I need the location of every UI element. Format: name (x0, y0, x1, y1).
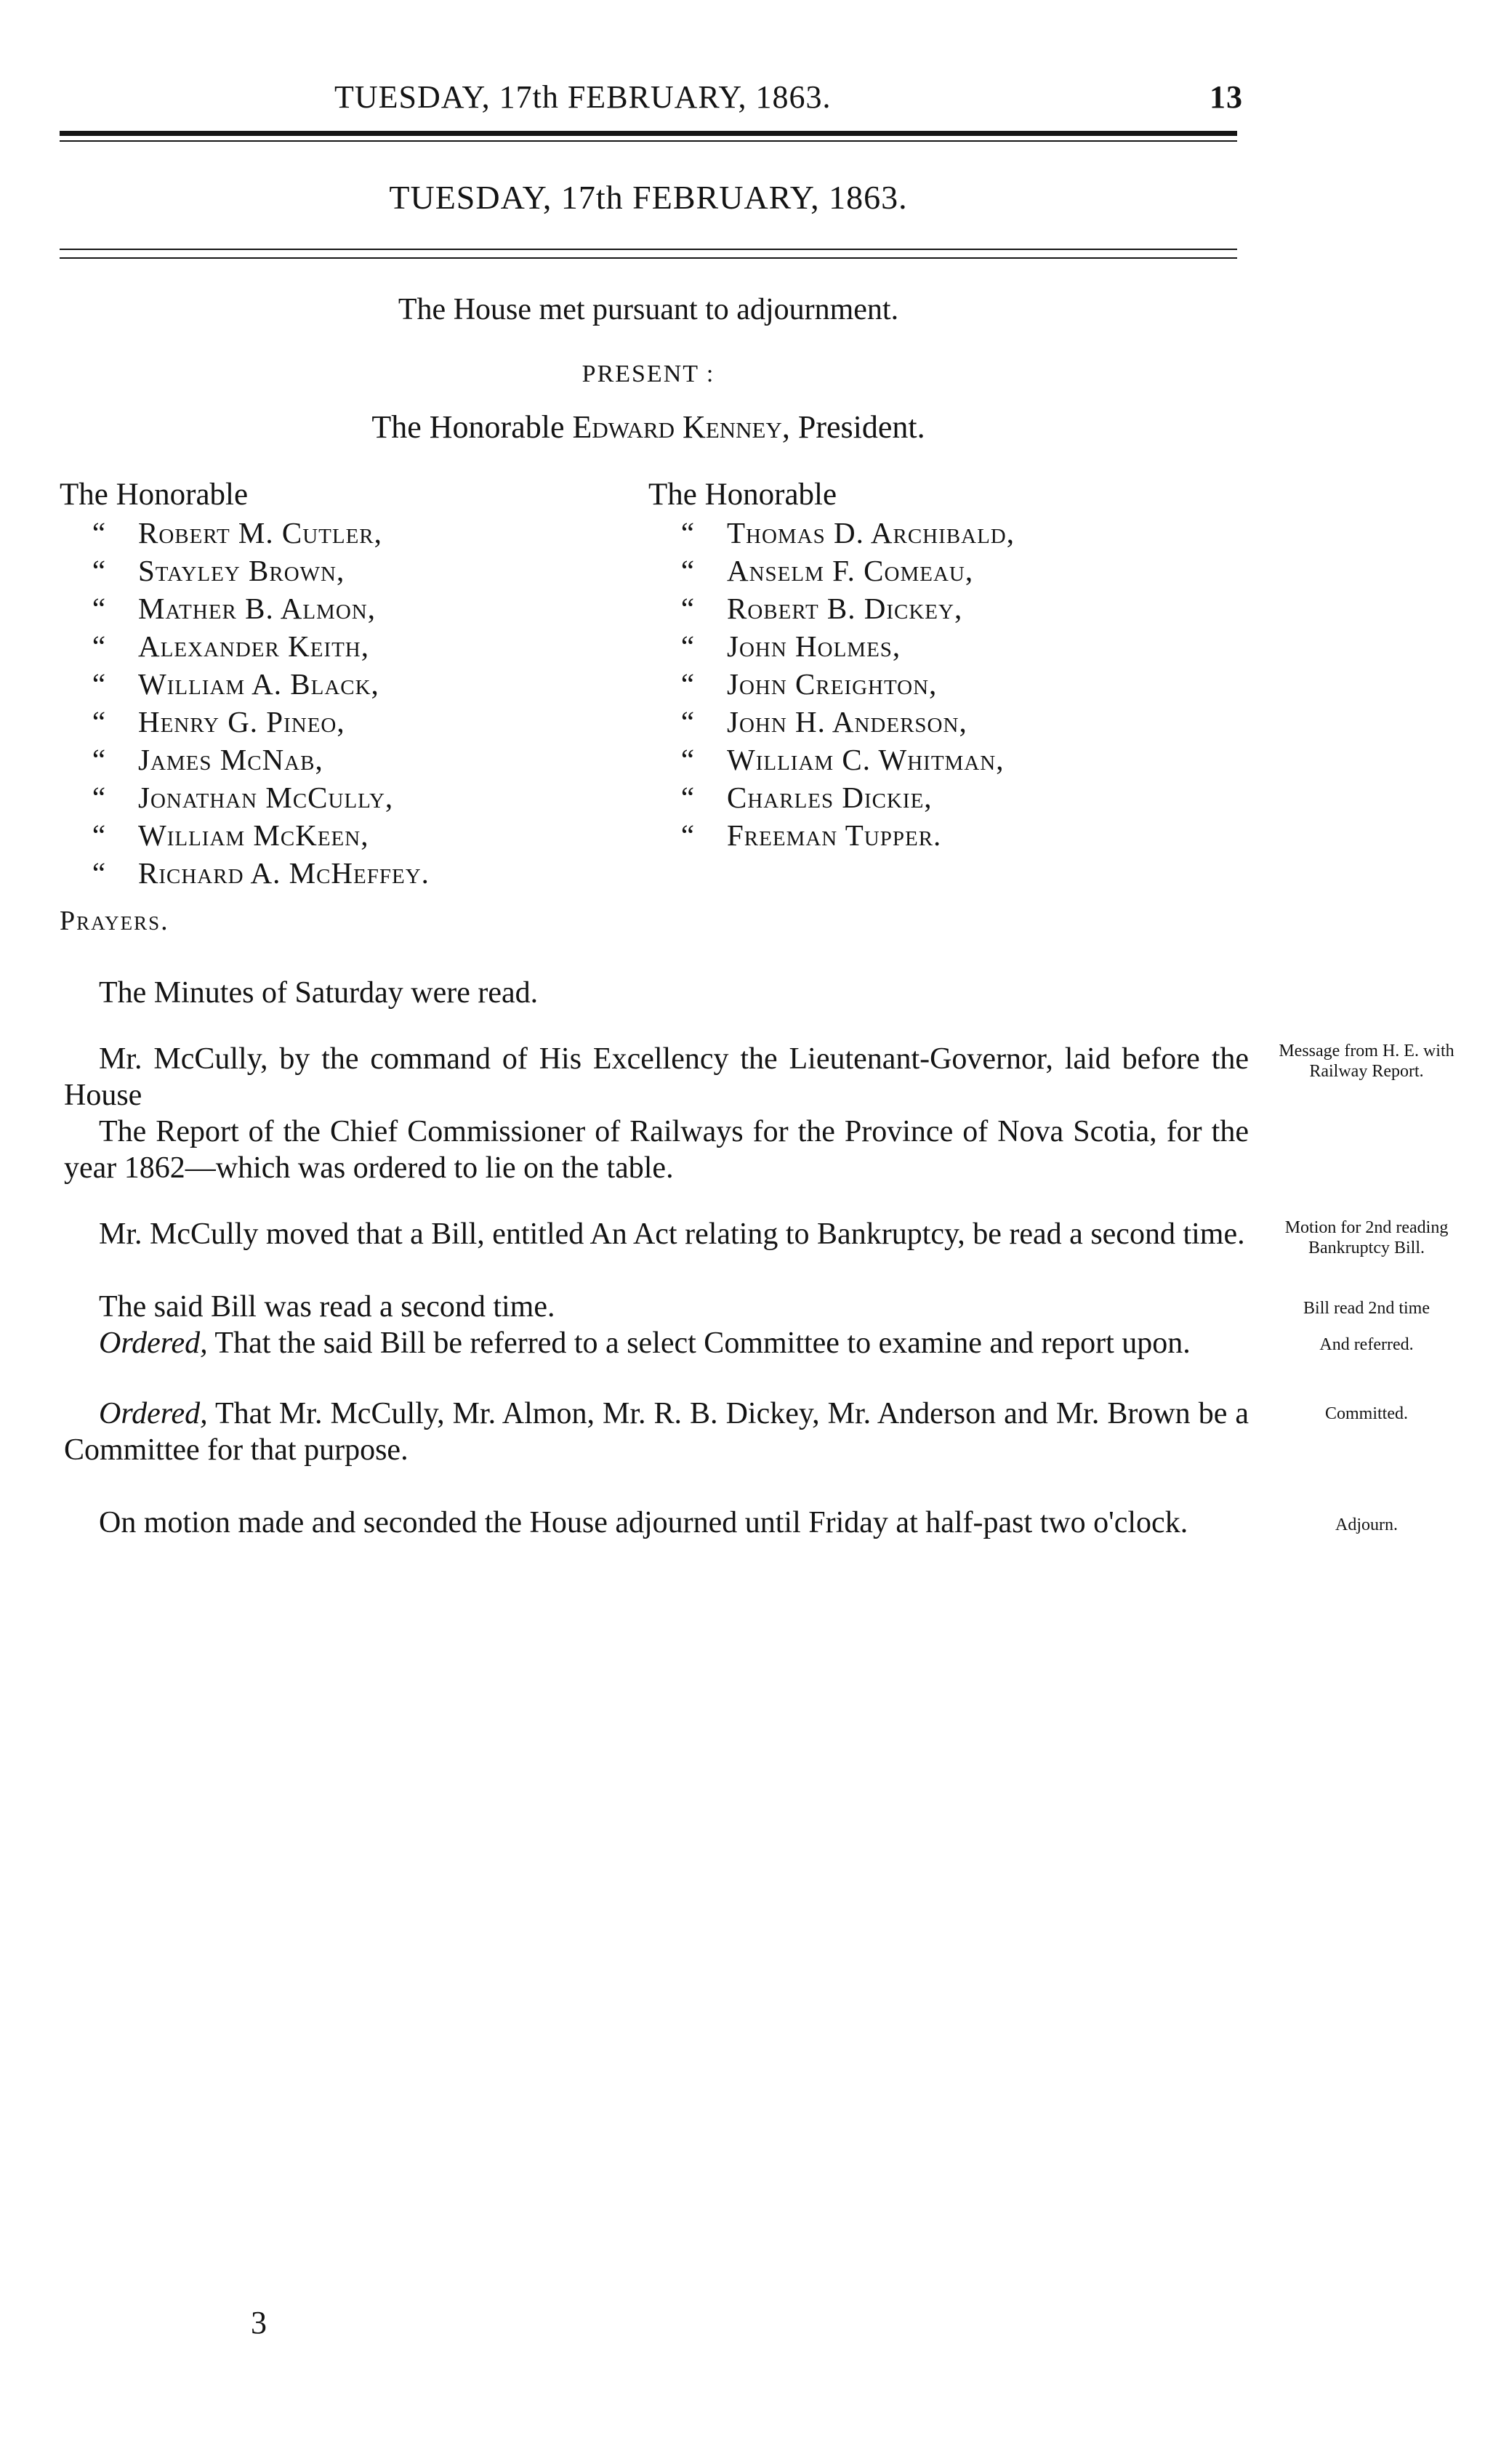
ditto-mark: “ (680, 592, 695, 625)
margin-note-read: Bill read 2nd time (1303, 1299, 1430, 1318)
ditto-mark: “ (92, 629, 106, 663)
ditto-mark: “ (680, 818, 695, 852)
message-text: Mr. McCully, by the command of His Excellency the Lieutenant-Governor, laid before the House (64, 1042, 1249, 1112)
member-name: Thomas D. Archibald, (727, 516, 1015, 549)
ordered-word: Ordered, (99, 1326, 208, 1360)
date-rule-lower (60, 257, 1237, 259)
ditto-mark: “ (680, 667, 695, 701)
minutes-text: The Minutes of Saturday were read. (99, 976, 539, 1010)
ditto-mark: “ (680, 554, 695, 587)
second-reading-text: The said Bill was read a second time. (99, 1290, 555, 1324)
member-name: Stayley Brown, (138, 554, 345, 587)
ordered-word: Ordered, (99, 1397, 208, 1430)
ditto-mark: “ (680, 781, 695, 814)
ditto-mark: “ (680, 705, 695, 738)
member-name: Charles Dickie, (727, 781, 933, 814)
ditto-mark: “ (92, 667, 106, 701)
running-title: TUESDAY, 17th FEBRUARY, 1863. (334, 79, 832, 115)
member-row (648, 627, 1015, 665)
present-label: PRESENT : (581, 361, 715, 387)
member-row (60, 665, 430, 703)
members-right-column (648, 476, 1015, 854)
member-name: John Holmes, (727, 629, 901, 663)
member-row (60, 778, 430, 816)
margin-note-message: Message from H. E. with Railway Report. (1279, 1042, 1454, 1081)
report-paragraph (64, 1114, 1249, 1186)
member-name: William A. Black, (138, 667, 379, 701)
member-row (60, 741, 430, 778)
member-name: Jonathan McCully, (138, 781, 394, 814)
signature-mark: 3 (251, 2305, 267, 2340)
member-row (60, 854, 430, 892)
member-row (60, 552, 430, 589)
margin-note-adjourn: Adjourn. (1335, 1515, 1398, 1534)
motion-text: Mr. McCully moved that a Bill, entitled An Act relating to Bankruptcy, be read a second time. (99, 1217, 1245, 1251)
member-name: Alexander Keith, (138, 629, 370, 663)
header-rule-thick (60, 131, 1237, 136)
date-rule-upper (60, 249, 1237, 250)
members-left-column (60, 476, 430, 892)
members-right-heading: The Honorable (648, 478, 837, 512)
house-met-line: The House met pursuant to adjournment. (398, 293, 899, 326)
margin-note-referred: And referred. (1319, 1335, 1414, 1354)
ditto-mark: “ (680, 629, 695, 663)
member-name: John H. Anderson, (727, 705, 967, 738)
member-name: Richard A. McHeffey. (138, 856, 430, 890)
page-number: 13 (1210, 79, 1243, 115)
member-row (60, 589, 430, 627)
ordered-committee-text: That Mr. McCully, Mr. Almon, Mr. R. B. Dickey, Mr. Anderson and Mr. Brown be a Committee for that purpose. (64, 1397, 1249, 1467)
president-name: Edward Kenney (572, 409, 782, 445)
second-reading-paragraph (64, 1289, 1249, 1325)
member-name: Robert M. Cutler, (138, 516, 382, 549)
member-name: William C. Whitman, (727, 743, 1005, 776)
member-row (60, 703, 430, 741)
margin-note-motion: Motion for 2nd reading Bankruptcy Bill. (1284, 1218, 1449, 1257)
member-name: John Creighton, (727, 667, 938, 701)
motion-paragraph (64, 1216, 1249, 1252)
member-name: Freeman Tupper. (727, 818, 942, 852)
adjourn-text: On motion made and seconded the House adjourned until Friday at half-past two o'clock. (99, 1506, 1188, 1539)
ditto-mark: “ (92, 818, 106, 852)
member-name: Henry G. Pineo, (138, 705, 345, 738)
member-row (648, 816, 1015, 854)
ditto-mark: “ (92, 592, 106, 625)
ditto-mark: “ (680, 743, 695, 776)
ditto-mark: “ (92, 743, 106, 776)
member-row (60, 627, 430, 665)
president-prefix: The Honorable (371, 409, 565, 445)
ordered-refer-paragraph (64, 1325, 1249, 1361)
ditto-mark: “ (92, 781, 106, 814)
member-row (648, 703, 1015, 741)
member-row (648, 665, 1015, 703)
ditto-mark: “ (92, 554, 106, 587)
member-row (648, 741, 1015, 778)
president-suffix: , President. (781, 409, 925, 445)
member-row (648, 589, 1015, 627)
member-row (60, 816, 430, 854)
member-name: Robert B. Dickey, (727, 592, 963, 625)
margin-note-committed: Committed. (1325, 1404, 1408, 1423)
member-row (648, 552, 1015, 589)
member-row (648, 514, 1015, 552)
members-left-heading: The Honorable (60, 478, 249, 512)
member-name: William McKeen, (138, 818, 369, 852)
sitting-date: TUESDAY, 17th FEBRUARY, 1863. (389, 179, 908, 216)
president-line (60, 408, 1237, 446)
message-paragraph (64, 1041, 1249, 1114)
ordered-committee-paragraph (64, 1396, 1249, 1468)
member-row (60, 514, 430, 552)
report-text: The Report of the Chief Commissioner of Railways for the Province of Nova Scotia, for the year 1862—which was ordered to lie on the table. (64, 1115, 1249, 1185)
ditto-mark: “ (92, 705, 106, 738)
prayers-heading: Prayers. (60, 906, 169, 936)
ditto-mark: “ (92, 856, 106, 890)
adjourn-paragraph (64, 1505, 1249, 1541)
ditto-mark: “ (680, 516, 695, 549)
member-name: Mather B. Almon, (138, 592, 376, 625)
member-row (648, 778, 1015, 816)
member-name: James McNab, (138, 743, 323, 776)
header-rule-thin (60, 140, 1237, 142)
minutes-paragraph (64, 975, 1249, 1011)
member-name: Anselm F. Comeau, (727, 554, 974, 587)
ordered-refer-text: That the said Bill be referred to a select Committee to examine and report upon. (207, 1326, 1191, 1360)
ditto-mark: “ (92, 516, 106, 549)
